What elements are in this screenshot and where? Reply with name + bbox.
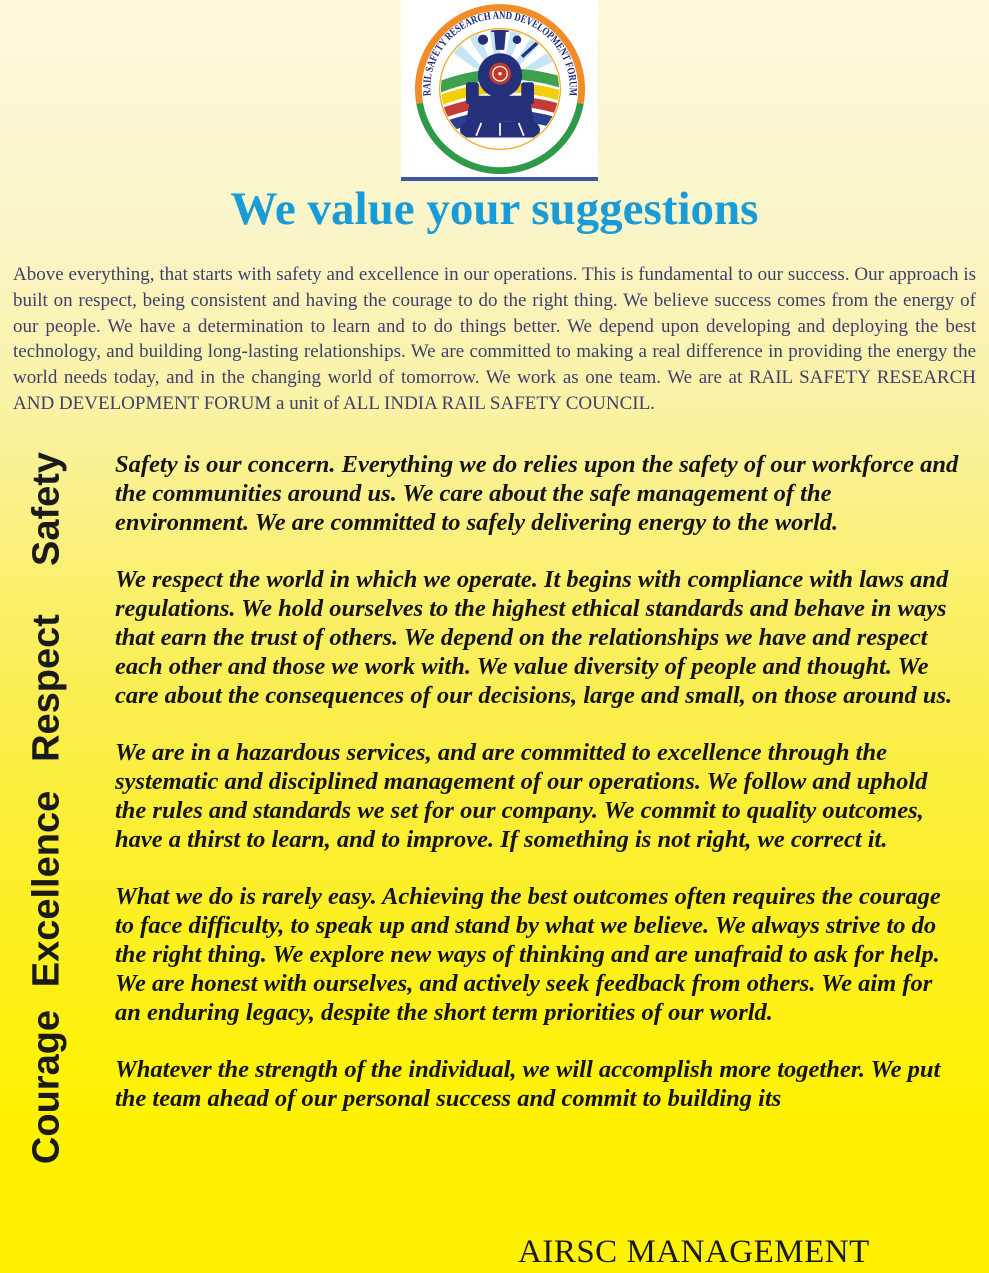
rail-safety-forum-logo-icon [415, 4, 585, 174]
value-paragraph-courage: What we do is rarely easy. Achieving the best outcomes often requires the courage to face difficulty, to speak up and stand by what we believe. We always strive to do the right thing. We explore new ways of thinking and are unafraid to ask for help. We are honest with ourselves, and actively seek feedback from others. We aim for an enduring legacy, despite the short term priorities of our world. [115, 883, 941, 1026]
logo-ring-text: RAIL SAFETY RESEARCH AND DEVELOPMENT FORUM [420, 8, 579, 98]
logo-box [401, 0, 598, 181]
value-paragraph-respect: We respect the world in which we operate. It begins with compliance with laws and regulations. We hold ourselves to the highest ethical standards and behave in ways that earn the trust of others. We depend on the relationships we have and respect each other and those we work with. We value diversity of people and thought. We care about the consequences of our decisions, large and small, on those around us. [115, 566, 953, 709]
value-paragraph-safety: Safety is our concern. Everything we do relies upon the safety of our workforce and the communities around us. We care about the safe management of the environment. We are committed to safely delivering energy to the world. [115, 451, 959, 536]
value-paragraph-teamwork: Whatever the strength of the individual, we will accomplish more together. We put the team ahead of our personal success and commit to building its [115, 1056, 941, 1112]
vertical-label-excellence: Excellence [25, 790, 68, 988]
value-paragraph-excellence: We are in a hazardous services, and are committed to excellence through the systematic and disciplined management of our operations. We follow and uphold the rules and standards we set for our company. We commit to quality outcomes, have a thirst to learn, and to improve. If something is not right, we correct it. [115, 739, 928, 853]
signature-text: AIRSC MANAGEMENT [518, 1234, 870, 1270]
values-content [115, 450, 960, 1141]
vertical-label-safety: Safety [25, 451, 68, 567]
vertical-label-respect: Respect [25, 614, 68, 762]
page-title: We value your suggestions [230, 183, 759, 235]
intro-paragraph: Above everything, that starts with safety and excellence in our operations. This is fundamental to our success. Our approach is built on respect, being consistent and having the courage to do the right thing. We believe success comes from the energy of our people. We have a determination to learn and to do things better. We depend upon developing and deploying the best technology, and building long-lasting relationships. We are committed to making a real difference in providing the energy the world needs today, and in the changing world of tomorrow. We work as one team. We are at RAIL SAFETY RESEARCH AND DEVELOPMENT FORUM a unit of ALL INDIA RAIL SAFETY COUNCIL. [13, 264, 976, 414]
vertical-label-courage: Courage [25, 1009, 68, 1165]
